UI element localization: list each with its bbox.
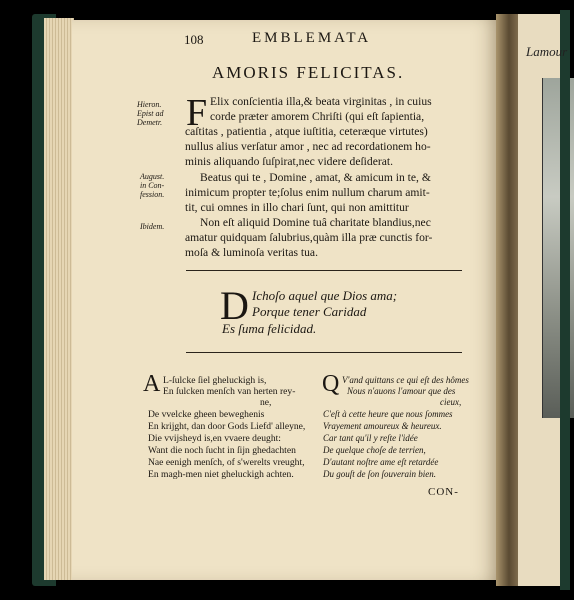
dutch-line: Want die noch ſucht in ſijn ghedachten (148, 445, 296, 456)
spanish-line: Ichoſo aquel que Dios ama; (252, 288, 398, 303)
french-line: Nous n'auons l'amour que des (347, 386, 456, 396)
divider-rule (186, 352, 462, 353)
french-line: D'autant noſtre ame eſt retardée (323, 457, 439, 467)
page-number: 108 (184, 32, 204, 47)
dutch-line: Nae eenigh menſch, of s'werelts vreught, (148, 457, 305, 468)
margin-note-august: August. in Con- fession. (140, 172, 165, 199)
dutch-drop-cap: A (143, 371, 161, 397)
french-line: Car tant qu'il y reſte l'idée (323, 433, 418, 443)
french-line: Vrayement amoureux & heureux. (323, 421, 442, 431)
right-cover (560, 10, 570, 590)
french-line: cieux, (440, 397, 462, 407)
latin-line: Elix conſcientia illa,& beata virginitas , in cuius (210, 95, 432, 108)
dutch-line: L-ſulcke ſiel gheluckigh is, (163, 375, 267, 386)
spanish-drop-cap: D (220, 283, 249, 328)
catchword: CON- (428, 486, 459, 498)
margin-note-ibidem: Ibidem. (140, 222, 165, 231)
latin-line: Non eſt aliquid Domine tuâ charitate blandius,nec (200, 216, 431, 229)
french-line: Du gouſt de ſon ſouverain bien. (323, 469, 436, 479)
dutch-line: ne, (260, 397, 272, 408)
latin-line: nullus alius verſatur amor , nec ad recordationem ho- (185, 140, 431, 153)
running-head: EMBLEMATA (252, 30, 372, 46)
french-line: C'eſt à cette heure que nous ſommes (323, 409, 453, 419)
french-drop-cap: Q (322, 371, 340, 397)
spanish-line: Porque tener Caridad (252, 304, 367, 319)
french-line: V'and quittans ce qui eſt des hômes (342, 375, 469, 385)
dutch-line: De vvelcke gheen beweghenis (148, 409, 265, 420)
dutch-line: En krijght, dan door Gods Liefd' alleyne, (148, 421, 306, 432)
latin-line: tit, cui omnes in illo chari ſunt, qui non amittitur (185, 201, 409, 214)
latin-line: inimicum propter te;ſolus enim nullum charum amit- (185, 186, 430, 199)
page-edges (44, 18, 74, 580)
latin-line: caſtitas , patientia , atque iuſtitia, ceteræque virtutes) (185, 125, 428, 138)
latin-line: Beatus qui te , Domine , amat, & amicum in te, & (200, 171, 431, 184)
latin-line: moſa & luminoſa veritas tua. (185, 246, 318, 259)
latin-line: amatur quidquam ſalubrius,quàm illa præ cunctis for- (185, 231, 433, 244)
french-line: De quelque choſe de terrien, (323, 445, 426, 455)
margin-note-hieron: Hieron. Epist ad Demetr. (137, 100, 164, 127)
page-title: AMORIS FELICITAS. (212, 63, 405, 82)
handwritten-note: Lamour (526, 44, 568, 59)
spanish-line: Es ſuma felicidad. (222, 321, 317, 336)
latin-drop-cap: F (186, 92, 208, 134)
latin-line: corde præter amorem Chriſti (qui eſt ſapientia, (210, 110, 425, 123)
dutch-line: En ſulcken menſch van herten rey- (163, 386, 296, 397)
dutch-line: En magh-men niet gheluckigh achten. (148, 469, 294, 480)
dutch-line: Die vvijsheyd is,en vvaere deught: (148, 433, 281, 444)
latin-line: minis aliquando ſuſpirat,nec videre deſiderat. (185, 155, 393, 168)
divider-rule (186, 270, 462, 271)
